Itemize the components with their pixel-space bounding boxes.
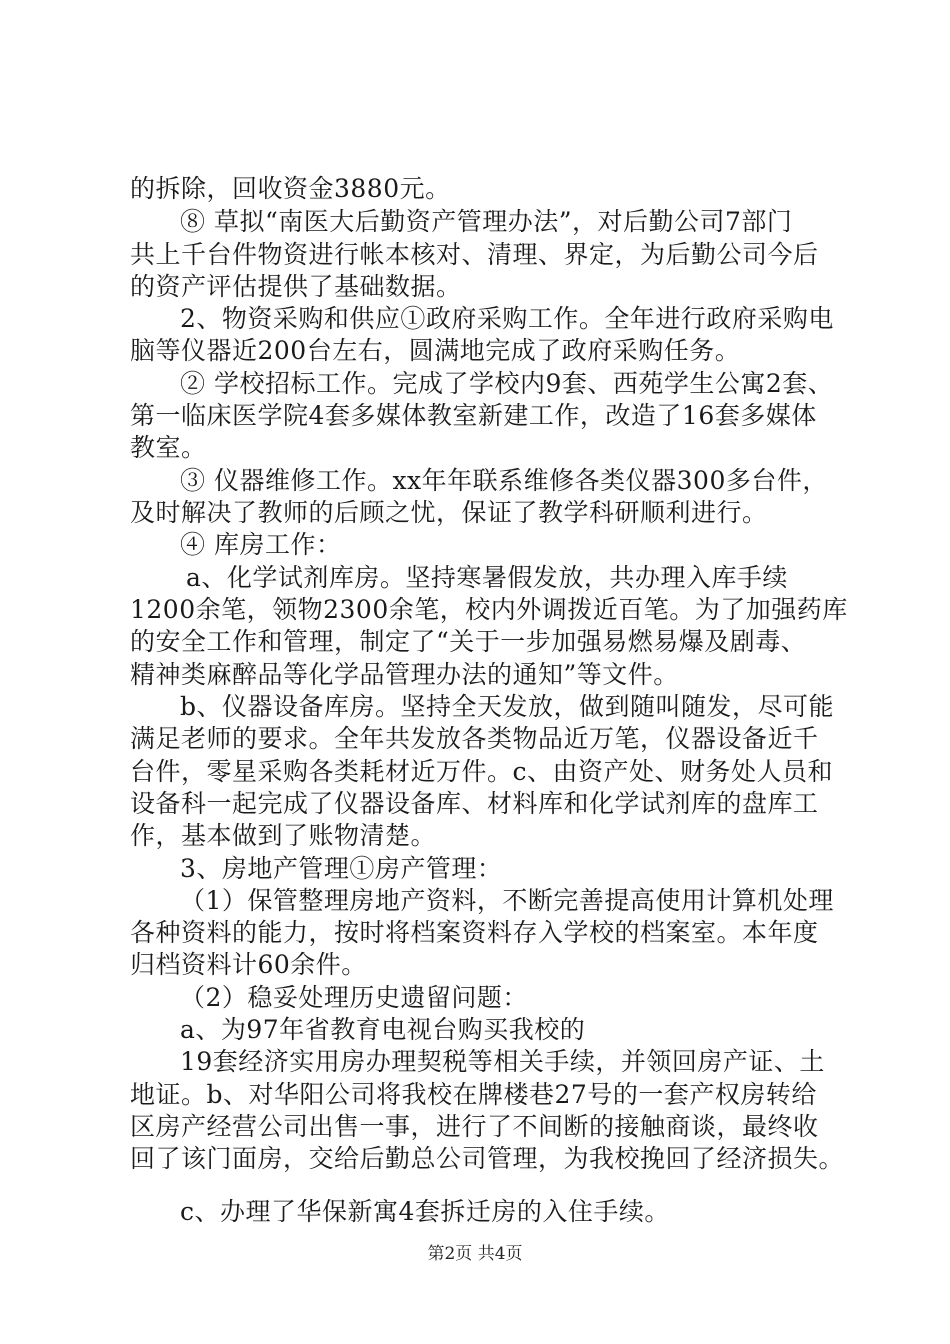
page-footer: 第2页 共4页 <box>427 1244 523 1264</box>
text-line: ④ 库房工作： <box>180 530 342 559</box>
text-line: 的资产评估提供了基础数据。 <box>130 272 462 301</box>
text-line: 1200余笔，领物2300余笔，校内外调拨近百笔。为了加强药库 <box>130 595 848 624</box>
text-line: 共上千台件物资进行帐本核对、清理、界定，为后勤公司今后 <box>130 240 819 269</box>
text-line: b、仪器设备库房。坚持全天发放，做到随叫随发，尽可能 <box>180 692 835 721</box>
text-line: 台件，零星采购各类耗材近万件。c、由资产处、财务处人员和 <box>130 757 834 786</box>
text-line: a、化学试剂库房。坚持寒暑假发放，共办理入库手续 <box>186 563 788 592</box>
text-line: 的安全工作和管理，制定了“关于一步加强易燃易爆及剧毒、 <box>130 627 807 656</box>
text-line: 的拆除，回收资金3880元。 <box>130 174 451 203</box>
text-line: 各种资料的能力，按时将档案资料存入学校的档案室。本年度 <box>130 918 819 947</box>
text-line: 及时解决了教师的后顾之忧，保证了教学科研顺利进行。 <box>130 498 768 527</box>
text-line: 回了该门面房，交给后勤总公司管理，为我校挽回了经济损失。 <box>130 1144 845 1173</box>
text-line: 3、房地产管理①房产管理： <box>180 854 503 883</box>
text-line: 归档资料计60余件。 <box>130 950 367 979</box>
text-line: 满足老师的要求。全年共发放各类物品近万笔，仪器设备近千 <box>130 724 819 753</box>
text-line: 第一临床医学院4套多媒体教室新建工作，改造了16套多媒体 <box>130 401 817 430</box>
text-line: （2）稳妥处理历史遗留问题： <box>180 983 528 1012</box>
text-line: 区房产经营公司出售一事，进行了不间断的接触商谈，最终收 <box>130 1112 819 1141</box>
text-line: ② 学校招标工作。完成了学校内9套、西苑学生公寓2套、 <box>180 369 834 398</box>
text-line: （1）保管整理房地产资料，不断完善提高使用计算机处理 <box>180 886 834 915</box>
text-line: 设备科一起完成了仪器设备库、材料库和化学试剂库的盘库工 <box>130 789 819 818</box>
text-line: 地证。b、对华阳公司将我校在牌楼巷27号的一套产权房转给 <box>130 1080 817 1109</box>
text-line: 精神类麻醉品等化学品管理办法的通知”等文件。 <box>130 660 679 689</box>
text-line: 2、物资采购和供应①政府采购工作。全年进行政府采购电 <box>180 304 834 333</box>
text-line: c、办理了华保新寓4套拆迁房的入住手续。 <box>180 1197 670 1226</box>
text-line: ③ 仪器维修工作。xx年年联系维修各类仪器300多台件， <box>180 466 828 495</box>
text-line: a、为97年省教育电视台购买我校的 <box>180 1015 586 1044</box>
text-line: 脑等仪器近200台左右，圆满地完成了政府采购任务。 <box>130 336 741 365</box>
text-line: ⑧ 草拟“南医大后勤资产管理办法”，对后勤公司7部门 <box>180 207 793 236</box>
text-line: 作，基本做到了账物清楚。 <box>130 821 437 850</box>
text-line: 教室。 <box>130 433 207 462</box>
text-line: 19套经济实用房办理契税等相关手续，并领回房产证、土 <box>180 1047 825 1076</box>
